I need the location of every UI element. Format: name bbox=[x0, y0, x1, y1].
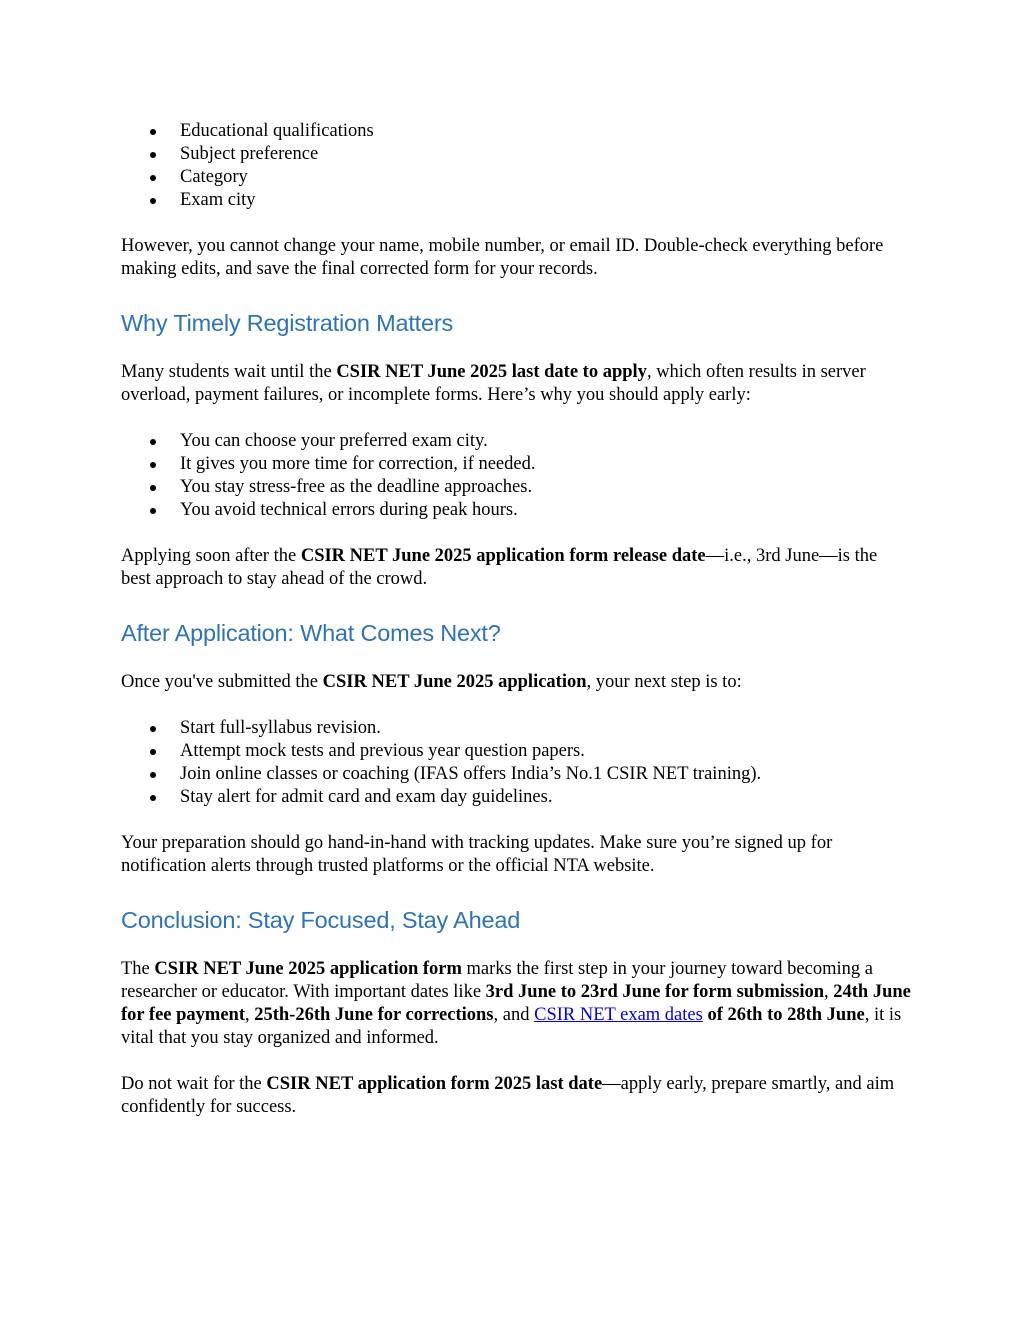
bullet-icon bbox=[150, 726, 156, 732]
list-item: Exam city bbox=[121, 189, 911, 212]
paragraph-release-date: Applying soon after the CSIR NET June 2025 application form release date—i.e., 3rd June—is the best approach to stay ahead of the crowd. bbox=[121, 546, 878, 589]
paragraph-correction-note: However, you cannot change your name, mobile number, or email ID. Double-check everything before making edits, and save the final corrected form for your records. bbox=[121, 236, 884, 279]
list-item: You avoid technical errors during peak hours. bbox=[121, 499, 911, 522]
paragraph-apply-early: Many students wait until the CSIR NET June 2025 last date to apply, which often results in server overload, payment failures, or incomplete forms. Here’s why you should apply early: bbox=[121, 362, 866, 405]
paragraph-next-step: Once you've submitted the CSIR NET June 2025 application, your next step is to: bbox=[121, 672, 742, 692]
csir-net-exam-dates-link[interactable]: CSIR NET exam dates bbox=[534, 1005, 703, 1025]
bullet-icon bbox=[150, 439, 156, 445]
list-item: Join online classes or coaching (IFAS offers India’s No.1 CSIR NET training). bbox=[121, 763, 911, 786]
paragraph-final-advice: Do not wait for the CSIR NET application form 2025 last date—apply early, prepare smartly, and aim confidently for success. bbox=[121, 1074, 895, 1117]
list-item: Educational qualifications bbox=[121, 120, 911, 143]
list-item: Stay alert for admit card and exam day guidelines. bbox=[121, 786, 911, 809]
list-item: Subject preference bbox=[121, 143, 911, 166]
bullet-icon bbox=[150, 198, 156, 204]
bullet-icon bbox=[150, 152, 156, 158]
list-item: Category bbox=[121, 166, 911, 189]
bullet-list-reasons bbox=[121, 430, 911, 522]
bullet-icon bbox=[150, 129, 156, 135]
paragraph-preparation: Your preparation should go hand-in-hand with tracking updates. Make sure you’re signed up for notification alerts through trusted platforms or the official NTA website. bbox=[121, 833, 833, 876]
bullet-icon bbox=[150, 772, 156, 778]
bullet-icon bbox=[150, 462, 156, 468]
paragraph-conclusion: The CSIR NET June 2025 application form marks the first step in your journey toward becoming a researcher or educator. With important dates like 3rd June to 23rd June for form submission, 24th June for fee payment, 25th-26th June for corrections, and CSIR NET exam dates of 26th to 28th June, it is vital that you stay organized and informed. bbox=[121, 959, 911, 1048]
list-item: You can choose your preferred exam city. bbox=[121, 430, 911, 453]
list-item: Attempt mock tests and previous year question papers. bbox=[121, 740, 911, 763]
bullet-list-editable-fields bbox=[121, 120, 911, 212]
heading-conclusion: Conclusion: Stay Focused, Stay Ahead bbox=[121, 907, 521, 933]
bullet-icon bbox=[150, 795, 156, 801]
heading-why-timely-registration: Why Timely Registration Matters bbox=[121, 310, 454, 336]
heading-after-application: After Application: What Comes Next? bbox=[121, 620, 501, 646]
bullet-list-next-steps bbox=[121, 717, 911, 809]
bullet-icon bbox=[150, 485, 156, 491]
bullet-icon bbox=[150, 508, 156, 514]
bullet-icon bbox=[150, 749, 156, 755]
document-page bbox=[121, 120, 911, 1119]
list-item: You stay stress-free as the deadline approaches. bbox=[121, 476, 911, 499]
list-item: It gives you more time for correction, if needed. bbox=[121, 453, 911, 476]
bullet-icon bbox=[150, 175, 156, 181]
list-item: Start full-syllabus revision. bbox=[121, 717, 911, 740]
